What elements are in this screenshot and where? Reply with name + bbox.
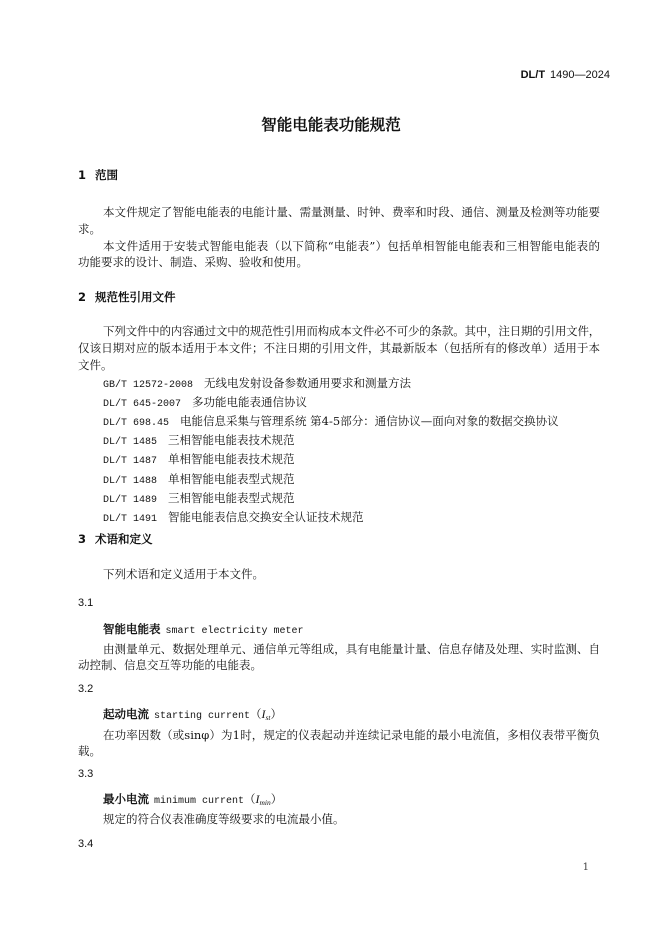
- section-2-heading: [78, 289, 176, 306]
- paragraph-line: 本文件规定了智能电能表的电能计量、需量测量、时钟、费率和时段、通信、测量及检测等功能要: [103, 205, 600, 219]
- standard-number: 1490—2024: [550, 69, 610, 81]
- term-symbol-subscript: min: [259, 798, 271, 807]
- term-symbol-subscript: st: [265, 713, 271, 722]
- term-3-2-number: 3.2: [78, 683, 94, 695]
- reference-code: GB/T 12572-2008: [103, 379, 194, 391]
- term-chinese: 起动电流: [103, 707, 149, 721]
- term-english: smart electricity meter: [165, 626, 304, 637]
- reference-code: DL/T 1491: [103, 514, 158, 526]
- section-1-body: [78, 204, 600, 271]
- reference-code: DL/T 1488: [103, 475, 158, 487]
- paragraph-line: 仅该日期对应的版本适用于本文件；不注日期的引用文件，其最新版本（包括所有的修改单）适用于本: [78, 341, 600, 356]
- paragraph-line: 下列术语和定义适用于本文件。: [103, 567, 264, 581]
- reference-title: 三相智能电能表技术规范: [168, 433, 295, 448]
- reference-item: [78, 432, 600, 451]
- term-english: minimum current: [154, 796, 245, 807]
- reference-item: [78, 451, 600, 470]
- reference-item: [78, 471, 600, 490]
- reference-item: [78, 490, 600, 509]
- standard-series: DL/T: [520, 69, 546, 81]
- term-symbol: I: [255, 792, 260, 806]
- section-number: 2: [78, 290, 87, 304]
- section-3-intro: [78, 566, 600, 583]
- reference-code: DL/T 698.45: [103, 418, 170, 430]
- reference-title: 电能信息采集与管理系统 第4-5部分：通信协议—面向对象的数据交换协议: [180, 414, 559, 429]
- paragraph-line: 文件。: [78, 358, 113, 373]
- reference-title: 三相智能电能表型式规范: [168, 490, 295, 505]
- reference-item: [78, 394, 600, 413]
- reference-title: 多功能电能表通信协议: [192, 394, 308, 409]
- reference-code: DL/T 645-2007: [103, 398, 182, 410]
- definition-line: 载。: [78, 744, 101, 758]
- term-3-3-entry: [78, 791, 600, 828]
- section-title: 规范性引用文件: [95, 290, 176, 304]
- reference-title: 单相智能电能表型式规范: [168, 471, 295, 486]
- definition-line: 在功率因数（或sinφ）为1时，规定的仪表起动并连续记录电能的最小电流值，多相仪表带平衡负: [103, 727, 600, 742]
- term-chinese: 最小电流: [103, 792, 149, 806]
- reference-title: 无线电发射设备参数通用要求和测量方法: [204, 375, 412, 390]
- definition-line: 动控制、信息交互等功能的电能表。: [78, 658, 262, 672]
- reference-title: 单相智能电能表技术规范: [168, 452, 295, 467]
- term-3-1-number: 3.1: [78, 597, 94, 609]
- term-chinese: 智能电能表: [103, 622, 161, 636]
- section-2-body: [78, 323, 600, 528]
- reference-title: 智能电能表信息交换安全认证技术规范: [168, 510, 364, 525]
- reference-code: DL/T 1485: [103, 437, 158, 449]
- term-3-3-number: 3.3: [78, 768, 94, 780]
- term-3-1-heading: [78, 621, 600, 641]
- section-title: 术语和定义: [95, 532, 153, 546]
- symbol-close-paren: ）: [270, 792, 283, 806]
- standard-code-header: [521, 67, 610, 83]
- term-symbol: I: [261, 707, 266, 721]
- term-3-4-number: 3.4: [78, 838, 94, 850]
- term-3-2-entry: [78, 706, 600, 760]
- term-english: starting current: [154, 711, 251, 722]
- section-1-heading: [78, 167, 118, 184]
- paragraph-line: 本文件适用于安装式智能电能表（以下简称“电能表”）包括单相智能电能表和三相智能电能表的: [103, 238, 600, 253]
- section-number: 3: [78, 532, 87, 546]
- term-3-2-heading: [78, 706, 600, 727]
- definition-line: 由测量单元、数据处理单元、通信单元等组成，具有电能量计量、信息存储及处理、实时监测、自: [103, 641, 600, 656]
- section-title: 范围: [95, 168, 118, 182]
- document-title: 智能电能表功能规范: [261, 116, 401, 134]
- paragraph-line: 求。: [78, 221, 101, 236]
- term-3-3-heading: [78, 791, 600, 811]
- paragraph-line: 功能要求的设计、制造、采购、验收和使用。: [78, 255, 308, 270]
- term-3-1-entry: [78, 621, 600, 674]
- reference-code: DL/T 1489: [103, 494, 158, 506]
- definition-line: 规定的符合仪表准确度等级要求的电流最小值。: [103, 812, 345, 826]
- paragraph-line: 下列文件中的内容通过文中的规范性引用而构成本文件必不可少的条款。其中，注日期的引用文件，: [103, 324, 600, 338]
- symbol-open-paren: （: [250, 707, 262, 721]
- section-number: 1: [78, 168, 87, 182]
- reference-code: DL/T 1487: [103, 456, 158, 468]
- symbol-close-paren: ）: [270, 707, 283, 721]
- section-3-heading: [78, 531, 153, 548]
- symbol-open-paren: （: [244, 792, 256, 806]
- reference-item: [78, 375, 600, 394]
- reference-item: [78, 509, 600, 528]
- reference-item: [78, 413, 600, 432]
- page-number: 1: [582, 862, 589, 873]
